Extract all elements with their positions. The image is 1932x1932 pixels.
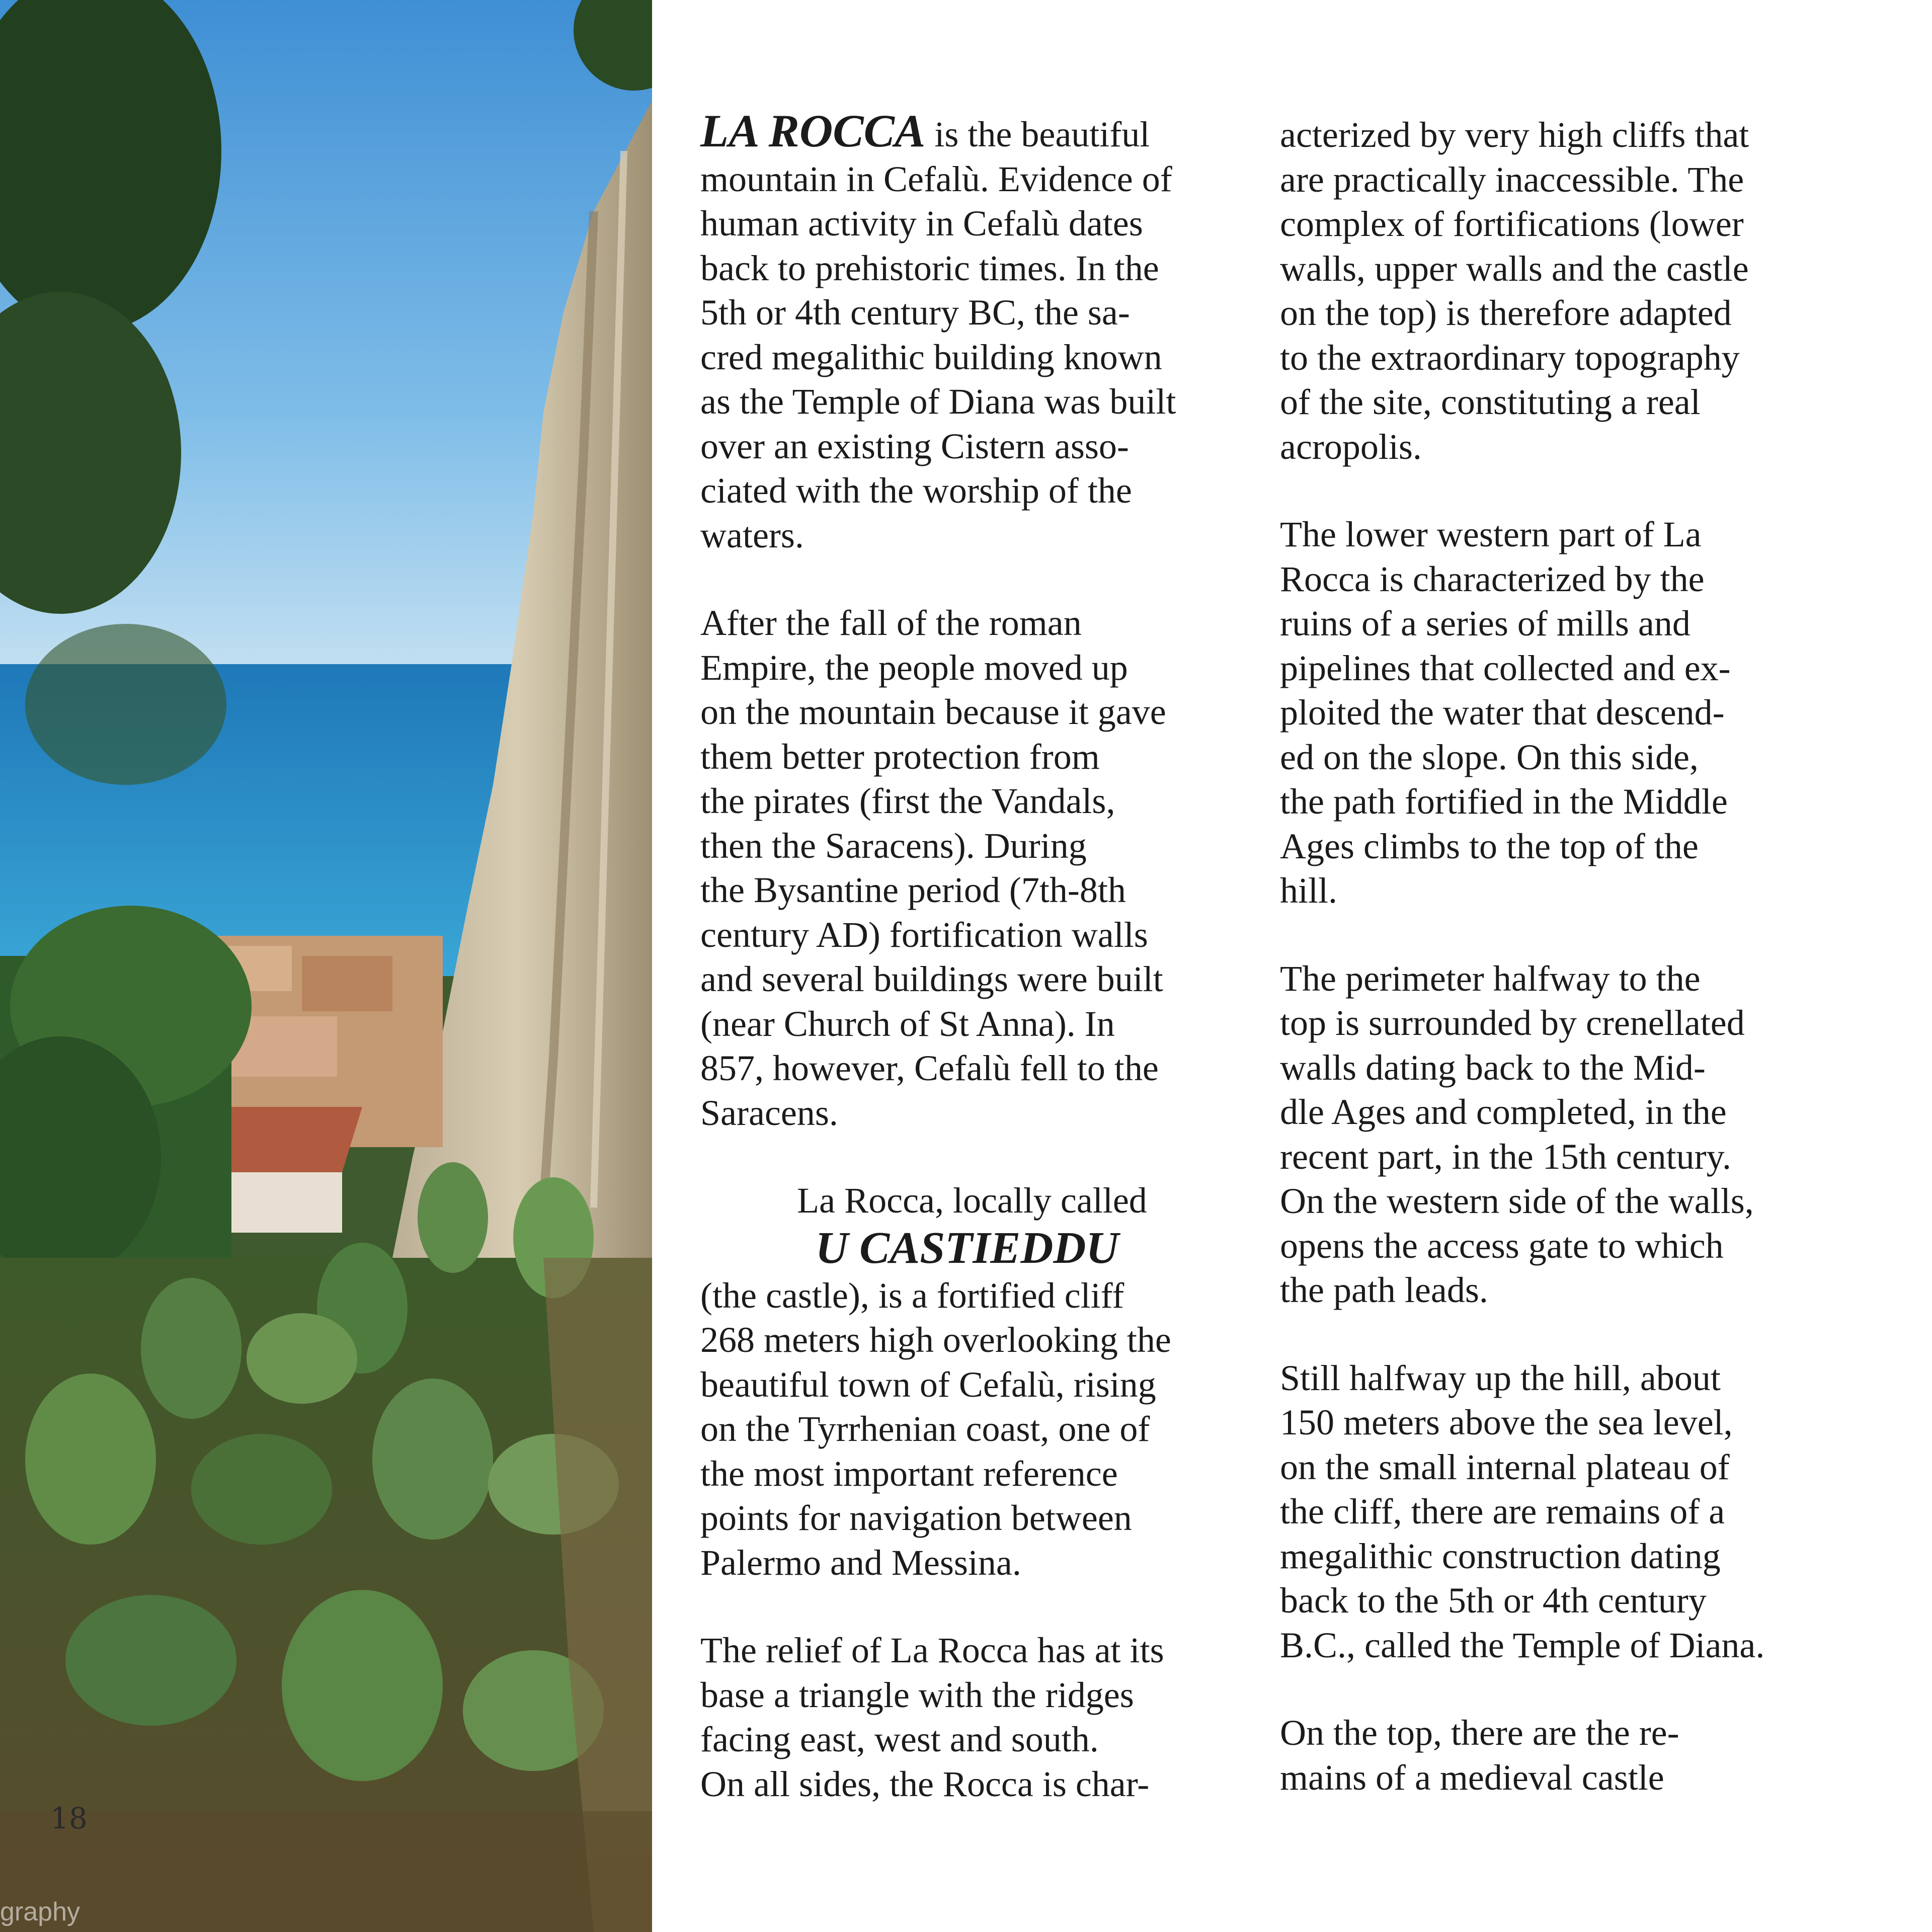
text-column-right <box>1280 113 1833 1800</box>
photo-la-rocca-cliff-sea-cactus <box>0 0 652 1932</box>
photo-credit: graphy <box>0 1897 80 1926</box>
paragraph-la-rocca-intro <box>700 105 1254 557</box>
heading-u-castieddu: U CASTIEDDU <box>815 1223 1119 1273</box>
paragraph-relief: The relief of La Rocca has at its base a triangle with the ridges facing east, west and south. On all sides, the Rocca is char- <box>700 1630 1164 1804</box>
paragraph-u-castieddu <box>700 1178 1254 1585</box>
paragraph-medieval-castle: On the top, there are the re- mains of a medieval castle <box>1280 1713 1679 1798</box>
paragraph-text: (the castle), is a fortified cliff 268 meters high overlooking the beautiful town of Cefalù, rising on the Tyrrhenian coast, one of the most important reference points for navigation between Palermo and Messina. <box>700 1275 1171 1583</box>
paragraph-text: is the beautiful mountain in Cefalù. Evidence of human activity in Cefalù dates back to prehistoric times. In the 5th or 4th century BC, the sa- cred megalithic building known as the Temple of Diana was built over an existing Cistern asso- ciated with the worship of the waters. <box>700 114 1176 555</box>
paragraph-roman-empire: After the fall of the roman Empire, the people moved up on the mountain because it gave them better protection from the pirates (first the Vandals, then the Saracens). During the Bysantine period (7th-8th century AD) fortification walls and several buildings were built (near Church of St Anna). In 857, however, Cefalù fell to the Saracens. <box>700 603 1166 1133</box>
paragraph-lower-western: The lower western part of La Rocca is characterized by the ruins of a series of mills and pipelines that collected and ex- ploited the water that descend- ed on the slope. On this side, the path fortified in the Middle Ages climbs to the top of the hill. <box>1280 514 1731 911</box>
paragraph-temple-of-diana: Still halfway up the hill, about 150 meters above the sea level, on the small internal plateau of the cliff, there are remains of a megalithic construction dating back to the 5th or 4th century B.C., called the Temple of Diana. <box>1280 1357 1765 1665</box>
text-column-left <box>700 105 1254 1806</box>
locally-called-intro: La Rocca, locally called <box>797 1180 1147 1221</box>
paragraph-perimeter: The perimeter halfway to the top is surrounded by crenellated walls dating back to the Mid- dle Ages and completed, in the recent part, in the 15th century. On the western side of the walls, opens the access gate to which the path leads. <box>1280 958 1754 1310</box>
paragraph-cliffs: acterized by very high cliffs that are practically inaccessible. The complex of fortifications (lower walls, upper walls and the castle on the top) is therefore adapted to the extraordinary topography of the site, constituting a real acropolis. <box>1280 115 1749 467</box>
heading-la-rocca: LA ROCCA <box>700 105 926 156</box>
page-number: 18 <box>50 1801 88 1835</box>
photo-illustration <box>0 0 652 1932</box>
